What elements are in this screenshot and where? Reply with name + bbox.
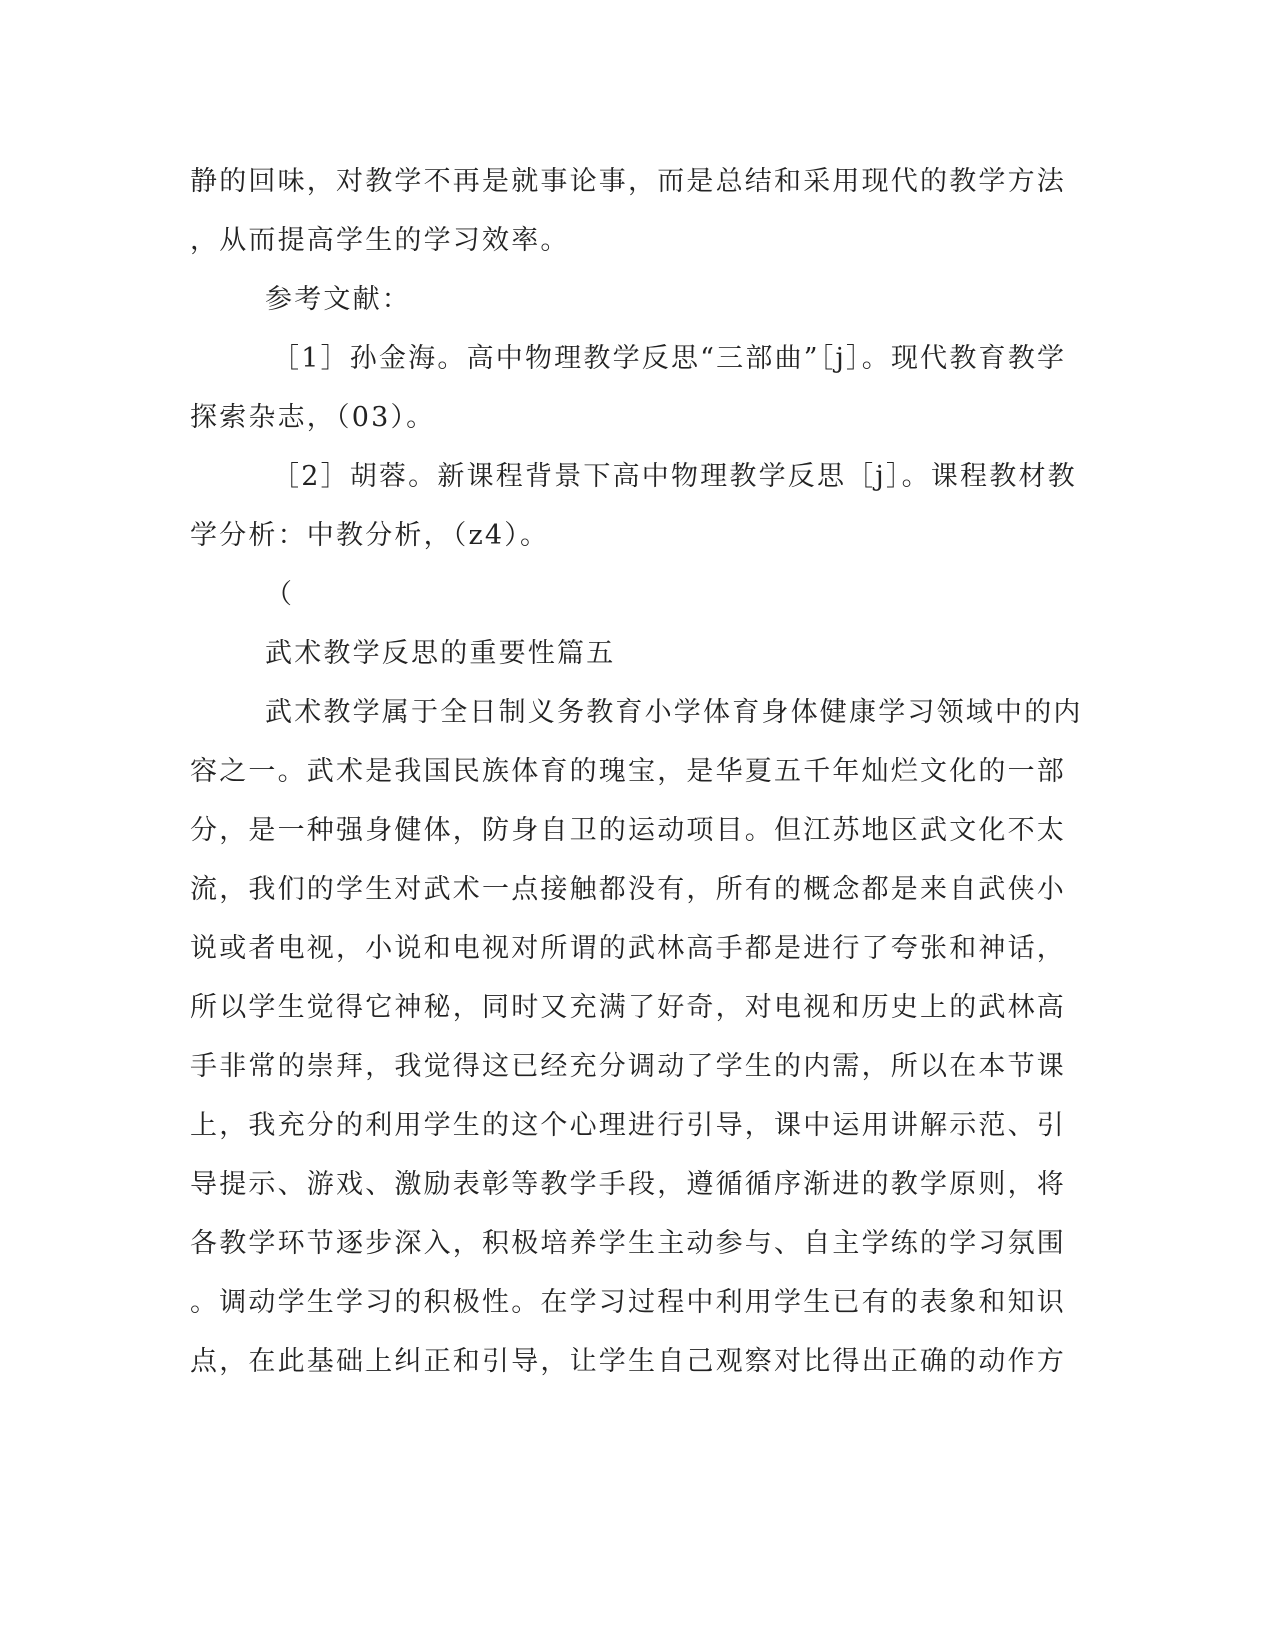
section-title: 武术教学反思的重要性篇五 xyxy=(265,638,616,669)
body-line-12: 点，在此基础上纠正和引导，让学生自己观察对比得出正确的动作方 xyxy=(190,1346,1066,1377)
body-line-10: 各教学环节逐步深入，积极培养学生主动参与、自主学练的学习氛围 xyxy=(190,1228,1066,1259)
reference-1-line-1: ［1］孙金海。高中物理教学反思“三部曲”［j］。现代教育教学 xyxy=(272,343,1067,374)
body-line-4: 流，我们的学生对武术一点接触都没有，所有的概念都是来自武侠小 xyxy=(190,874,1066,905)
intro-line-1: 静的回味，对教学不再是就事论事，而是总结和采用现代的教学方法 xyxy=(190,166,1066,197)
body-line-1: 武术教学属于全日制义务教育小学体育身体健康学习领域中的内 xyxy=(265,697,1083,728)
body-line-8: 上，我充分的利用学生的这个心理进行引导，课中运用讲解示范、引 xyxy=(190,1110,1066,1141)
body-line-5: 说或者电视，小说和电视对所谓的武林高手都是进行了夸张和神话， xyxy=(190,933,1066,964)
body-line-6: 所以学生觉得它神秘，同时又充满了好奇，对电视和历史上的武林高 xyxy=(190,992,1066,1023)
references-heading: 参考文献： xyxy=(265,284,411,315)
reference-2-line-1: ［2］胡蓉。新课程背景下高中物理教学反思［j］。课程教材教 xyxy=(272,461,1077,492)
body-line-2: 容之一。武术是我国民族体育的瑰宝，是华夏五千年灿烂文化的一部 xyxy=(190,756,1066,787)
stray-parenthesis: （ xyxy=(265,579,295,610)
body-line-9: 导提示、游戏、激励表彰等教学手段，遵循循序渐进的教学原则，将 xyxy=(190,1169,1066,1200)
body-line-3: 分，是一种强身健体，防身自卫的运动项目。但江苏地区武文化不太 xyxy=(190,815,1066,846)
body-line-7: 手非常的崇拜，我觉得这已经充分调动了学生的内需，所以在本节课 xyxy=(190,1051,1066,1082)
intro-line-2: ，从而提高学生的学习效率。 xyxy=(190,225,570,256)
reference-1-line-2: 探索杂志，（03）。 xyxy=(190,402,436,433)
body-line-11: 。调动学生学习的积极性。在学习过程中利用学生已有的表象和知识 xyxy=(190,1287,1066,1318)
reference-2-line-2: 学分析：中教分析，（z4）。 xyxy=(190,520,550,551)
